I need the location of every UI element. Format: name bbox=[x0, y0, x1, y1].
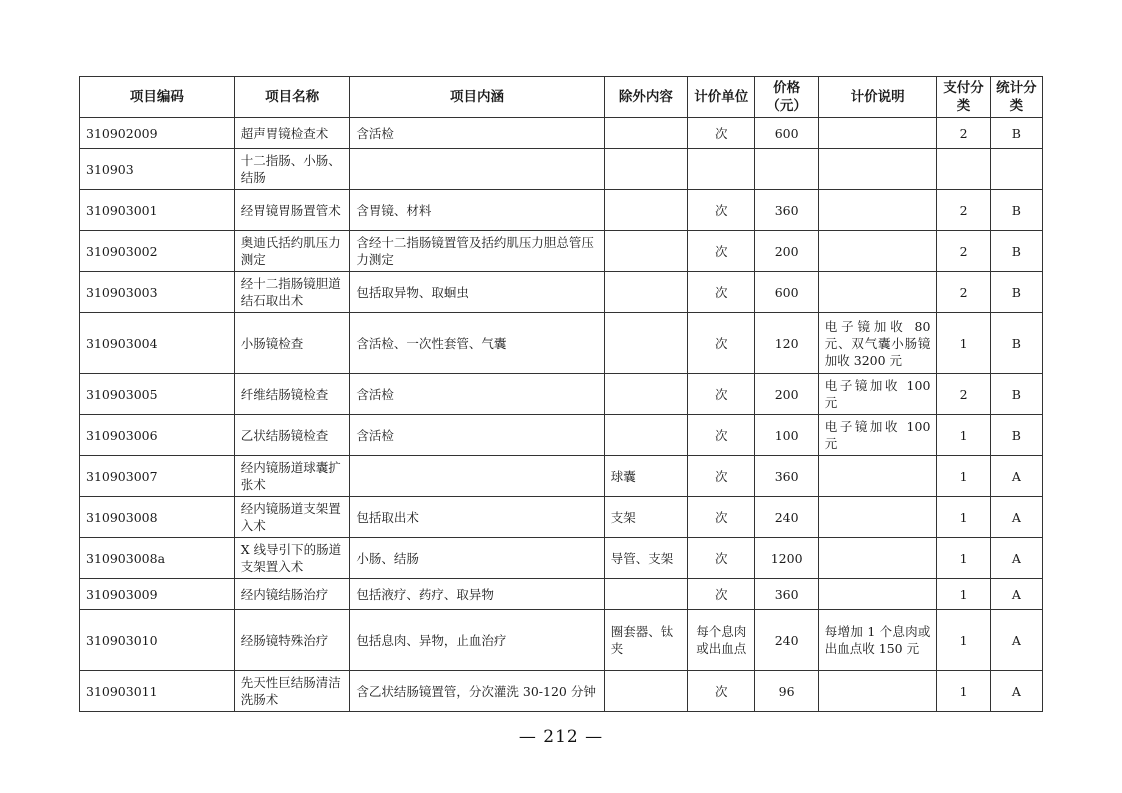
cell-stat: A bbox=[990, 671, 1042, 712]
cell-note bbox=[818, 538, 937, 579]
cell-content: 含乙状结肠镜置管，分次灌洗 30-120 分钟 bbox=[350, 671, 604, 712]
cell-stat: B bbox=[990, 374, 1042, 415]
cell-exclude bbox=[604, 374, 687, 415]
cell-note bbox=[818, 671, 937, 712]
cell-name: 纤维结肠镜检查 bbox=[234, 374, 350, 415]
cell-content: 包括取出术 bbox=[350, 497, 604, 538]
header-content: 项目内涵 bbox=[350, 77, 604, 118]
cell-exclude bbox=[604, 579, 687, 610]
header-unit: 计价单位 bbox=[688, 77, 755, 118]
cell-exclude: 圈套器、钛夹 bbox=[604, 610, 687, 671]
cell-exclude bbox=[604, 231, 687, 272]
cell-unit: 次 bbox=[688, 538, 755, 579]
cell-pay: 1 bbox=[937, 579, 990, 610]
cell-stat: B bbox=[990, 190, 1042, 231]
header-note: 计价说明 bbox=[818, 77, 937, 118]
cell-name: X 线导引下的肠道支架置入术 bbox=[234, 538, 350, 579]
cell-unit: 次 bbox=[688, 231, 755, 272]
cell-pay: 2 bbox=[937, 272, 990, 313]
cell-pay: 1 bbox=[937, 497, 990, 538]
cell-pay: 1 bbox=[937, 456, 990, 497]
cell-name: 经内镜肠道球囊扩张术 bbox=[234, 456, 350, 497]
cell-stat: B bbox=[990, 272, 1042, 313]
cell-name: 先天性巨结肠清洁洗肠术 bbox=[234, 671, 350, 712]
cell-unit: 每个息肉或出血点 bbox=[688, 610, 755, 671]
table-row bbox=[80, 497, 1043, 538]
price-table bbox=[79, 76, 1043, 712]
cell-note bbox=[818, 497, 937, 538]
cell-exclude: 球囊 bbox=[604, 456, 687, 497]
cell-code: 310903002 bbox=[80, 231, 235, 272]
cell-content: 含活检 bbox=[350, 415, 604, 456]
cell-content bbox=[350, 149, 604, 190]
cell-stat: B bbox=[990, 313, 1042, 374]
cell-stat: A bbox=[990, 497, 1042, 538]
cell-name: 小肠镜检查 bbox=[234, 313, 350, 374]
cell-price bbox=[755, 149, 818, 190]
cell-pay: 2 bbox=[937, 374, 990, 415]
cell-price: 96 bbox=[755, 671, 818, 712]
cell-pay: 2 bbox=[937, 231, 990, 272]
cell-unit: 次 bbox=[688, 190, 755, 231]
cell-stat: A bbox=[990, 579, 1042, 610]
cell-note: 每增加 1 个息肉或出血点收 150 元 bbox=[818, 610, 937, 671]
cell-price: 120 bbox=[755, 313, 818, 374]
cell-price: 240 bbox=[755, 610, 818, 671]
cell-unit: 次 bbox=[688, 118, 755, 149]
cell-stat: A bbox=[990, 456, 1042, 497]
cell-name: 超声胃镜检查术 bbox=[234, 118, 350, 149]
cell-exclude bbox=[604, 190, 687, 231]
cell-price: 200 bbox=[755, 374, 818, 415]
cell-stat: A bbox=[990, 538, 1042, 579]
cell-unit: 次 bbox=[688, 374, 755, 415]
cell-pay: 1 bbox=[937, 415, 990, 456]
cell-unit: 次 bbox=[688, 272, 755, 313]
cell-pay: 1 bbox=[937, 671, 990, 712]
cell-note: 电子镜加收 100 元 bbox=[818, 415, 937, 456]
cell-code: 310903009 bbox=[80, 579, 235, 610]
cell-price: 100 bbox=[755, 415, 818, 456]
page-number: — 212 — bbox=[518, 727, 604, 747]
cell-content: 含活检、一次性套管、气囊 bbox=[350, 313, 604, 374]
cell-price: 1200 bbox=[755, 538, 818, 579]
cell-code: 310903004 bbox=[80, 313, 235, 374]
cell-code: 310903007 bbox=[80, 456, 235, 497]
cell-name: 奥迪氏括约肌压力测定 bbox=[234, 231, 350, 272]
cell-stat bbox=[990, 149, 1042, 190]
cell-unit bbox=[688, 149, 755, 190]
cell-price: 600 bbox=[755, 118, 818, 149]
cell-content bbox=[350, 456, 604, 497]
cell-pay: 2 bbox=[937, 118, 990, 149]
header-exclude: 除外内容 bbox=[604, 77, 687, 118]
cell-unit: 次 bbox=[688, 313, 755, 374]
header-name: 项目名称 bbox=[234, 77, 350, 118]
table-row bbox=[80, 579, 1043, 610]
cell-exclude: 支架 bbox=[604, 497, 687, 538]
cell-unit: 次 bbox=[688, 415, 755, 456]
cell-exclude bbox=[604, 272, 687, 313]
cell-code: 310903010 bbox=[80, 610, 235, 671]
cell-exclude bbox=[604, 313, 687, 374]
cell-price: 600 bbox=[755, 272, 818, 313]
cell-name: 乙状结肠镜检查 bbox=[234, 415, 350, 456]
cell-code: 310903 bbox=[80, 149, 235, 190]
cell-note bbox=[818, 272, 937, 313]
cell-pay: 1 bbox=[937, 313, 990, 374]
cell-content: 含胃镜、材料 bbox=[350, 190, 604, 231]
cell-note: 电子镜加收 100 元 bbox=[818, 374, 937, 415]
cell-code: 310903008a bbox=[80, 538, 235, 579]
cell-stat: B bbox=[990, 118, 1042, 149]
cell-name: 经胃镜胃肠置管术 bbox=[234, 190, 350, 231]
cell-price: 360 bbox=[755, 456, 818, 497]
cell-stat: B bbox=[990, 231, 1042, 272]
cell-unit: 次 bbox=[688, 497, 755, 538]
header-code: 项目编码 bbox=[80, 77, 235, 118]
cell-code: 310903011 bbox=[80, 671, 235, 712]
cell-exclude: 导管、支架 bbox=[604, 538, 687, 579]
cell-note bbox=[818, 118, 937, 149]
table-header-row bbox=[80, 77, 1043, 118]
cell-stat: B bbox=[990, 415, 1042, 456]
cell-exclude bbox=[604, 671, 687, 712]
cell-exclude bbox=[604, 415, 687, 456]
cell-note bbox=[818, 190, 937, 231]
cell-content: 小肠、结肠 bbox=[350, 538, 604, 579]
cell-note: 电子镜加收 80 元、双气囊小肠镜加收 3200 元 bbox=[818, 313, 937, 374]
cell-pay: 1 bbox=[937, 610, 990, 671]
cell-name: 经十二指肠镜胆道结石取出术 bbox=[234, 272, 350, 313]
cell-unit: 次 bbox=[688, 671, 755, 712]
cell-code: 310903006 bbox=[80, 415, 235, 456]
cell-content: 含活检 bbox=[350, 118, 604, 149]
table-row bbox=[80, 149, 1043, 190]
cell-note bbox=[818, 149, 937, 190]
cell-note bbox=[818, 456, 937, 497]
cell-content: 含经十二指肠镜置管及括约肌压力胆总管压力测定 bbox=[350, 231, 604, 272]
cell-exclude bbox=[604, 118, 687, 149]
cell-exclude bbox=[604, 149, 687, 190]
cell-name: 经内镜肠道支架置入术 bbox=[234, 497, 350, 538]
cell-pay bbox=[937, 149, 990, 190]
header-price: 价格（元） bbox=[755, 77, 818, 118]
cell-unit: 次 bbox=[688, 579, 755, 610]
cell-code: 310903003 bbox=[80, 272, 235, 313]
cell-price: 360 bbox=[755, 190, 818, 231]
cell-content: 包括息肉、异物，止血治疗 bbox=[350, 610, 604, 671]
table-row bbox=[80, 538, 1043, 579]
table-row bbox=[80, 415, 1043, 456]
cell-name: 十二指肠、小肠、结肠 bbox=[234, 149, 350, 190]
table-row bbox=[80, 272, 1043, 313]
cell-price: 200 bbox=[755, 231, 818, 272]
cell-content: 包括取异物、取蛔虫 bbox=[350, 272, 604, 313]
table-row bbox=[80, 374, 1043, 415]
cell-stat: A bbox=[990, 610, 1042, 671]
table-row bbox=[80, 610, 1043, 671]
table-row bbox=[80, 671, 1043, 712]
cell-price: 360 bbox=[755, 579, 818, 610]
table-row bbox=[80, 190, 1043, 231]
cell-name: 经内镜结肠治疗 bbox=[234, 579, 350, 610]
header-pay: 支付分类 bbox=[937, 77, 990, 118]
cell-note bbox=[818, 231, 937, 272]
table-row bbox=[80, 118, 1043, 149]
cell-code: 310903008 bbox=[80, 497, 235, 538]
cell-price: 240 bbox=[755, 497, 818, 538]
cell-code: 310903005 bbox=[80, 374, 235, 415]
cell-content: 包括液疗、药疗、取异物 bbox=[350, 579, 604, 610]
table-row bbox=[80, 231, 1043, 272]
table-row bbox=[80, 456, 1043, 497]
table-row bbox=[80, 313, 1043, 374]
cell-code: 310902009 bbox=[80, 118, 235, 149]
cell-unit: 次 bbox=[688, 456, 755, 497]
cell-name: 经肠镜特殊治疗 bbox=[234, 610, 350, 671]
cell-code: 310903001 bbox=[80, 190, 235, 231]
header-stat: 统计分类 bbox=[990, 77, 1042, 118]
cell-note bbox=[818, 579, 937, 610]
cell-content: 含活检 bbox=[350, 374, 604, 415]
cell-pay: 2 bbox=[937, 190, 990, 231]
cell-pay: 1 bbox=[937, 538, 990, 579]
